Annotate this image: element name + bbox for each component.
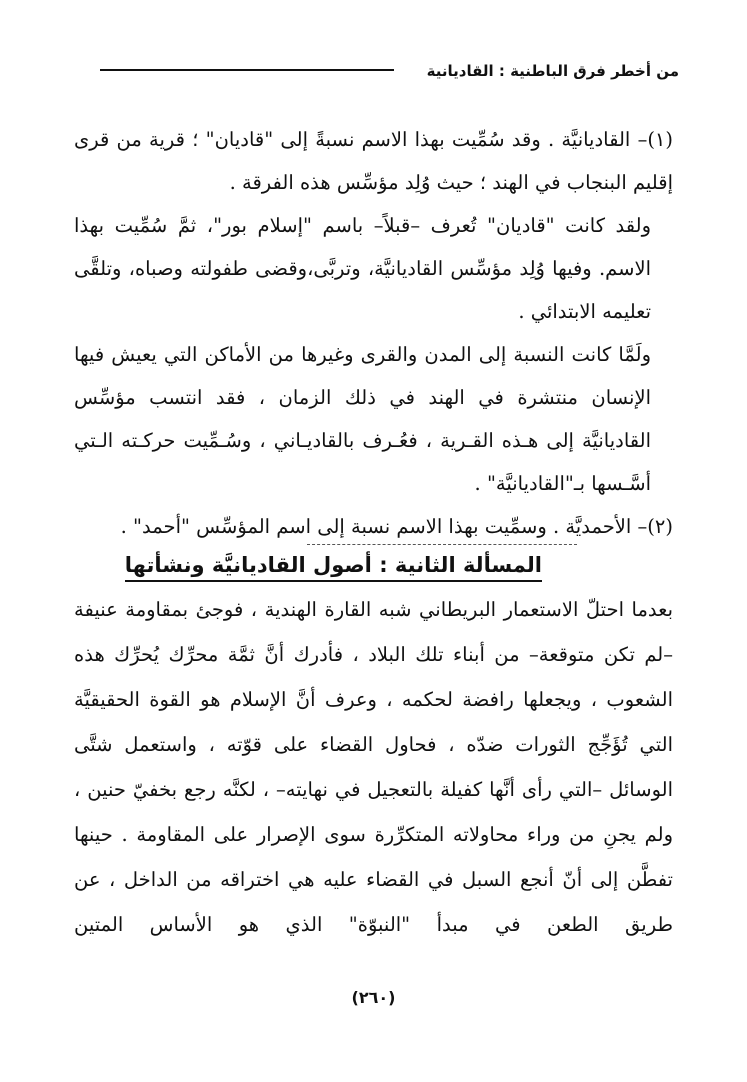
section-heading-text: المسألة الثانية : أصول القاديانيَّة ونشأتها xyxy=(124,553,542,577)
footnote-text: الأحمديَّة . وسمِّيت بهذا الاسم نسبة إلى اسم المؤسِّس "أحمد" . xyxy=(120,515,632,538)
footnote-number: (١)– xyxy=(637,128,674,151)
footnote-1 xyxy=(74,118,673,204)
footnotes-block xyxy=(74,118,673,548)
running-title: من أخطر فرق الباطنية : القاديانية xyxy=(426,62,679,80)
footnote-2 xyxy=(74,505,673,548)
paragraph: ولقد كانت "قاديان" تُعرف –قبلاً– باسم "إسلام بور"، ثمَّ سُمِّيت بهذا الاسم. وفيها وُلِد مؤسِّس القاديانيَّة، وتربَّى،وقضى طفولته وصباه، وتلقَّى تعليمه الابتدائي . xyxy=(74,214,651,323)
header-rule xyxy=(100,69,394,71)
paragraph: بعدما احتلّ الاستعمار البريطاني شبه القارة الهندية ، فوجئ بمقاومة عنيفة –لم تكن متوقعة– من أبناء تلك البلاد ، فأدرك أنَّ ثمَّة محرِّك يُحرِّك هذه الشعوب ، ويجعلها رافضة لحكمه ، وعرف أنَّ الإسلام هو القوة الحقيقيَّة التي تُؤَجِّج الثورات ضدّه ، فحاول القضاء على قوّته ، واستعمل شتَّى الوسائل –التي رأى أنَّها كفيلة بالتعجيل في نهايته– ، لكنَّه رجع بخفيّ حنين ، ولم يجنِ من وراء محاولاته المتكرِّرة سوى الإصرار على المقاومة . حينها تفطَّن إلى أنّ أنجع السبل في القضاء عليه هي اختراقه من الداخل ، عن طريق الطعن في مبدأ "النبوّة" الذي هو الأساس المتين xyxy=(74,598,673,936)
heading-underline xyxy=(125,580,542,582)
section-body xyxy=(74,587,673,947)
section-heading xyxy=(125,548,542,582)
footnote-number: (٢)– xyxy=(637,515,673,538)
dashed-separator xyxy=(307,544,577,545)
footnote-text: القاديانيَّة . وقد سُمِّيت بهذا الاسم نسبةً إلى "قاديان" ؛ قرية من قرى إقليم البنجاب في الهند ؛ حيث وُلِد مؤسِّس هذه الفرقة . xyxy=(74,128,673,194)
running-header xyxy=(100,56,679,86)
paragraph: ولَمَّا كانت النسبة إلى المدن والقرى وغيرها من الأماكن التي يعيش فيها الإنسان منتشرة في الهند في ذلك الزمان ، فقد انتسب مؤسِّس القاديانيَّة إلى هـذه القـرية ، فعُـرف بالقاديـاني ، وسُـمِّيت حركـته الـتي أسَّـسها بـ"القاديانيَّة" . xyxy=(74,343,651,495)
page-number: (٢٦٠) xyxy=(351,988,396,1007)
